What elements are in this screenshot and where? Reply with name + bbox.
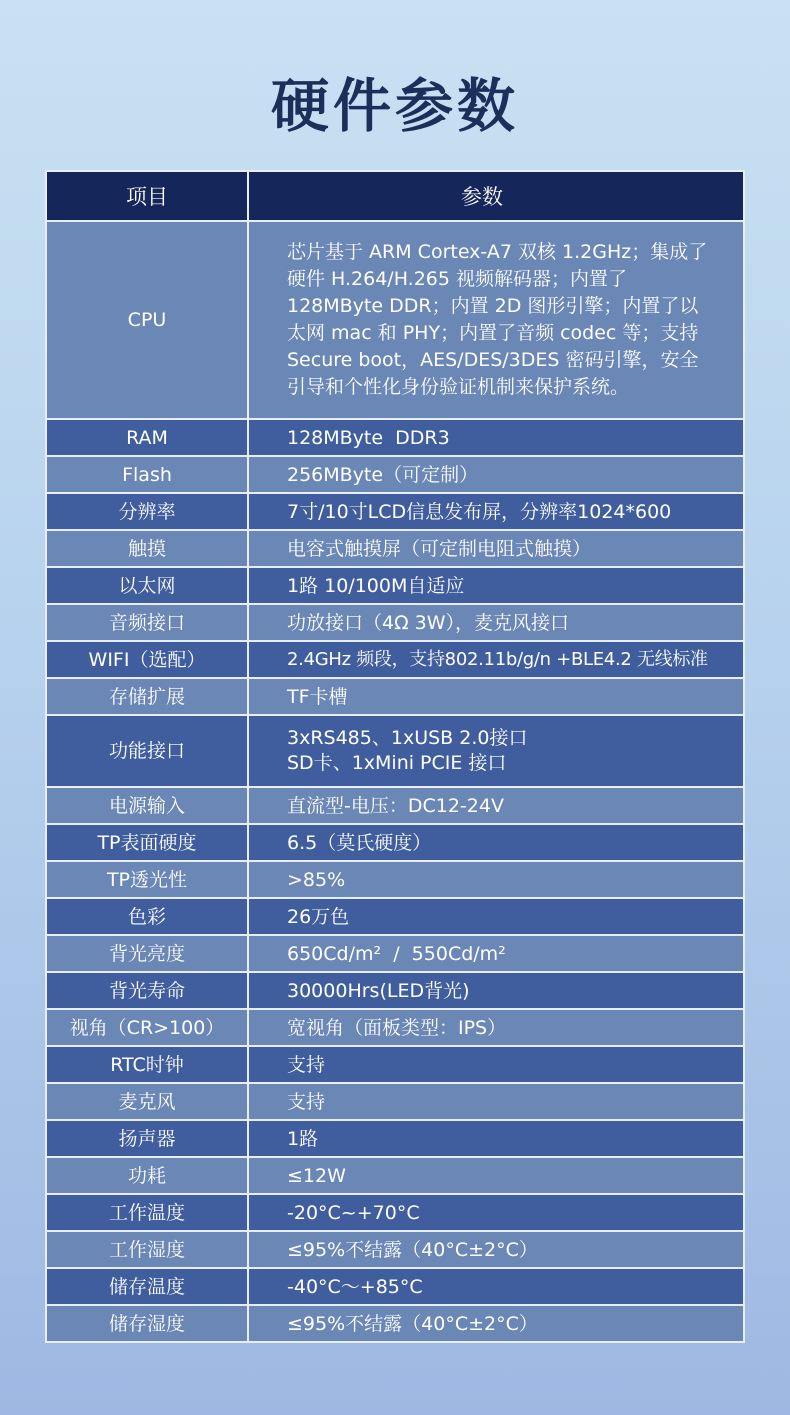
row-param: 6.5（莫氏硬度） — [248, 824, 744, 861]
table-row — [46, 604, 744, 641]
row-item: 工作湿度 — [46, 1231, 248, 1268]
row-item: 分辨率 — [46, 493, 248, 530]
row-param: 宽视角（面板类型：IPS） — [248, 1009, 744, 1046]
row-item: 麦克风 — [46, 1083, 248, 1120]
row-item: 视角（CR>100） — [46, 1009, 248, 1046]
row-param: ≤12W — [248, 1157, 744, 1194]
table-row — [46, 530, 744, 567]
table-row — [46, 1046, 744, 1083]
row-param: 7寸/10寸LCD信息发布屏，分辨率1024*600 — [248, 493, 744, 530]
row-item: Flash — [46, 456, 248, 493]
row-item: CPU — [46, 221, 248, 419]
row-item: RTC时钟 — [46, 1046, 248, 1083]
table-header-row — [46, 171, 744, 221]
row-param: 支持 — [248, 1083, 744, 1120]
row-param: 支持 — [248, 1046, 744, 1083]
row-param: 30000Hrs(LED背光) — [248, 972, 744, 1009]
row-param: 电容式触摸屏（可定制电阻式触摸） — [248, 530, 744, 567]
table-row — [46, 1157, 744, 1194]
row-item: 背光寿命 — [46, 972, 248, 1009]
table-row — [46, 824, 744, 861]
row-item: 触摸 — [46, 530, 248, 567]
table-row — [46, 1083, 744, 1120]
table-row — [46, 678, 744, 715]
row-item: 电源输入 — [46, 787, 248, 824]
row-param: TF卡槽 — [248, 678, 744, 715]
table-row — [46, 1194, 744, 1231]
page-title: 硬件参数 — [270, 72, 519, 140]
row-param: 26万色 — [248, 898, 744, 935]
row-param: -40°C～+85°C — [248, 1268, 744, 1305]
row-item: 存储扩展 — [46, 678, 248, 715]
table-row — [46, 787, 744, 824]
row-item: 以太网 — [46, 567, 248, 604]
table-row — [46, 1009, 744, 1046]
row-item: 背光亮度 — [46, 935, 248, 972]
table-row — [46, 456, 744, 493]
header-param: 参数 — [248, 171, 744, 221]
row-param: >85% — [248, 861, 744, 898]
table-row — [46, 221, 744, 419]
row-param: 功放接口（4Ω 3W），麦克风接口 — [248, 604, 744, 641]
table-row — [46, 898, 744, 935]
table-row — [46, 1231, 744, 1268]
row-item: WIFI（选配） — [46, 641, 248, 678]
row-param: 650Cd/m² / 550Cd/m² — [248, 935, 744, 972]
row-item: RAM — [46, 419, 248, 456]
row-item: 功耗 — [46, 1157, 248, 1194]
table-row — [46, 861, 744, 898]
row-param: 1路 — [248, 1120, 744, 1157]
spec-table — [45, 170, 745, 1343]
table-row — [46, 1305, 744, 1342]
row-param: ≤95%不结露（40°C±2°C） — [248, 1231, 744, 1268]
row-param: ≤95%不结露（40°C±2°C） — [248, 1305, 744, 1342]
table-row — [46, 1120, 744, 1157]
table-row — [46, 972, 744, 1009]
row-param: 芯片基于 ARM Cortex-A7 双核 1.2GHz；集成了硬件 H.264/H.265 视频解码器；内置了128MByte DDR；内置 2D 图形引擎；内置了以太网 mac 和 PHY；内置了音频 codec 等；支持Secure boot，AES/DES/3DES 密码引擎，安全引导和个性化身份验证机制来保护系统。 — [248, 221, 744, 419]
row-item: 功能接口 — [46, 715, 248, 787]
row-item: 色彩 — [46, 898, 248, 935]
row-item: 储存温度 — [46, 1268, 248, 1305]
row-param: 2.4GHz 频段，支持802.11b/g/n +BLE4.2 无线标准 — [248, 641, 744, 678]
row-param: 1路 10/100M自适应 — [248, 567, 744, 604]
row-item: 音频接口 — [46, 604, 248, 641]
row-item: 工作温度 — [46, 1194, 248, 1231]
row-param: 直流型-电压：DC12-24V — [248, 787, 744, 824]
row-item: TP表面硬度 — [46, 824, 248, 861]
row-item: 储存湿度 — [46, 1305, 248, 1342]
table-row — [46, 935, 744, 972]
row-item: 扬声器 — [46, 1120, 248, 1157]
table-row — [46, 641, 744, 678]
table-row — [46, 419, 744, 456]
header-item: 项目 — [46, 171, 248, 221]
row-param: -20°C~+70°C — [248, 1194, 744, 1231]
table-row — [46, 567, 744, 604]
table-row — [46, 715, 744, 787]
row-param: 3xRS485、1xUSB 2.0接口 SD卡、1xMini PCIE 接口 — [248, 715, 744, 787]
row-item: TP透光性 — [46, 861, 248, 898]
row-param: 256MByte（可定制） — [248, 456, 744, 493]
table-row — [46, 1268, 744, 1305]
table-row — [46, 493, 744, 530]
row-param: 128MByte DDR3 — [248, 419, 744, 456]
